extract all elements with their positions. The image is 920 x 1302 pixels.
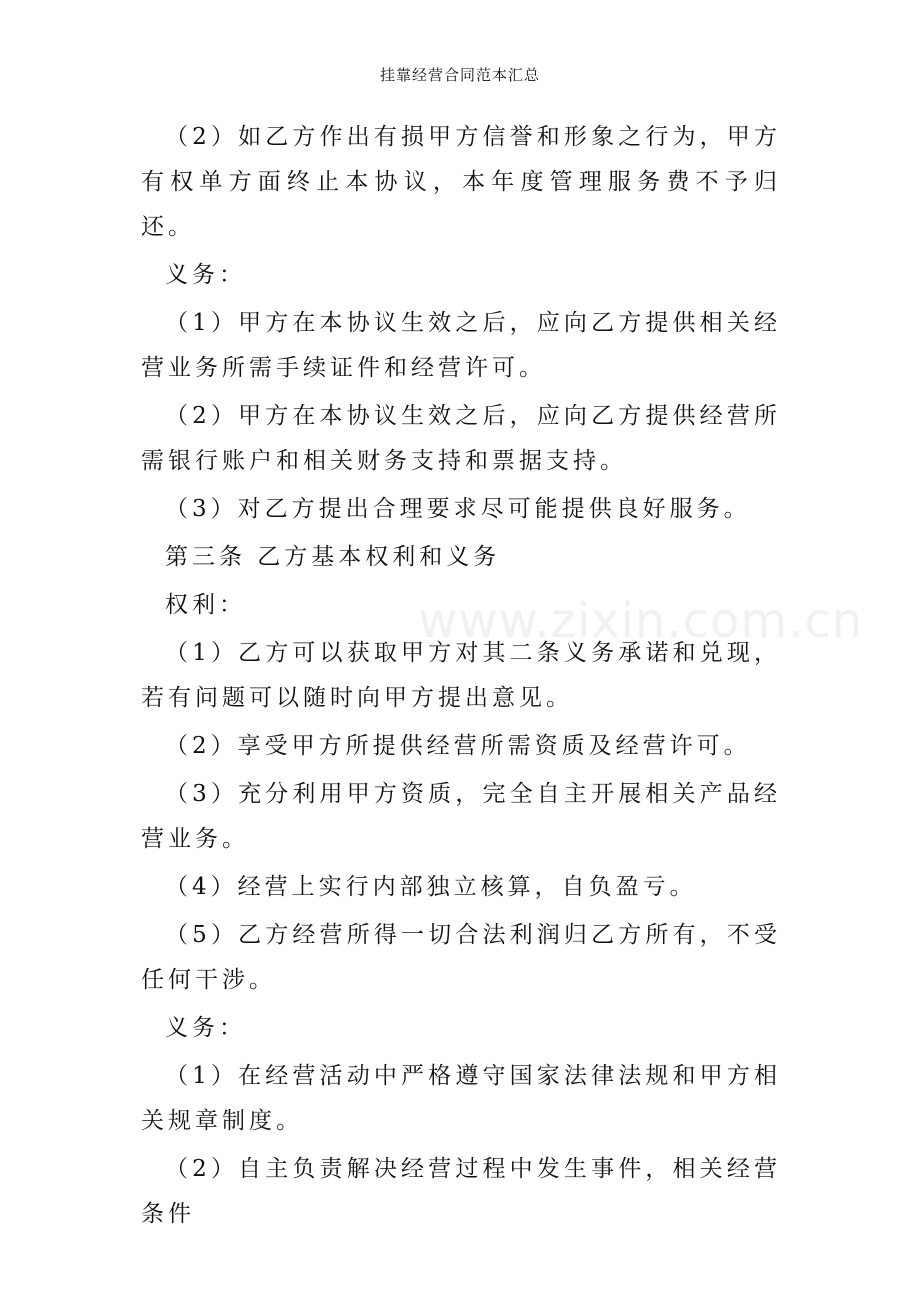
paragraph-party-a-obligation-3: （3）对乙方提出合理要求尽可能提供良好服务。 <box>165 496 751 522</box>
section-heading-rights: 权利： <box>165 592 246 618</box>
paragraph-party-b-obligation-1: （1）在经营活动中严格遵守国家法律法规和甲方相关规章制度。 <box>141 1063 781 1134</box>
paragraph-party-b-right-5: （5）乙方经营所得一切合法利润归乙方所有，不受任何干涉。 <box>141 922 781 993</box>
paragraph-party-a-obligation-2: （2）甲方在本协议生效之后，应向乙方提供经营所需银行账户和相关财务支持和票据支持。 <box>141 403 781 474</box>
paragraph-party-b-right-2: （2）享受甲方所提供经营所需资质及经营许可。 <box>165 733 751 759</box>
paragraph-obligation-clause-2: （2）如乙方作出有损甲方信誉和形象之行为，甲方有权单方面终止本协议，本年度管理服务费不予归还。 <box>141 124 781 240</box>
paragraph-party-b-right-1: （1）乙方可以获取甲方对其二条义务承诺和兑现，若有问题可以随时向甲方提出意见。 <box>141 640 781 711</box>
paragraph-party-b-right-3: （3）充分利用甲方资质，完全自主开展相关产品经营业务。 <box>141 781 781 852</box>
article-three-heading: 第三条 乙方基本权利和义务 <box>165 544 501 570</box>
watermark: www.zixin.com.cn <box>418 593 864 649</box>
paragraph-party-b-right-4: （4）经营上实行内部独立核算，自负盈亏。 <box>165 874 697 900</box>
document-body <box>141 115 781 1237</box>
page-header-title: 挂靠经营合同范本汇总 <box>379 66 540 84</box>
paragraph-party-a-obligation-1: （1）甲方在本协议生效之后，应向乙方提供相关经营业务所需手续证件和经营许可。 <box>141 310 781 381</box>
section-heading-obligations-b: 义务： <box>165 1015 246 1041</box>
paragraph-party-b-obligation-2: （2）自主负责解决经营过程中发生事件，相关经营条件 <box>141 1156 781 1227</box>
section-heading-obligations: 义务： <box>165 262 246 288</box>
